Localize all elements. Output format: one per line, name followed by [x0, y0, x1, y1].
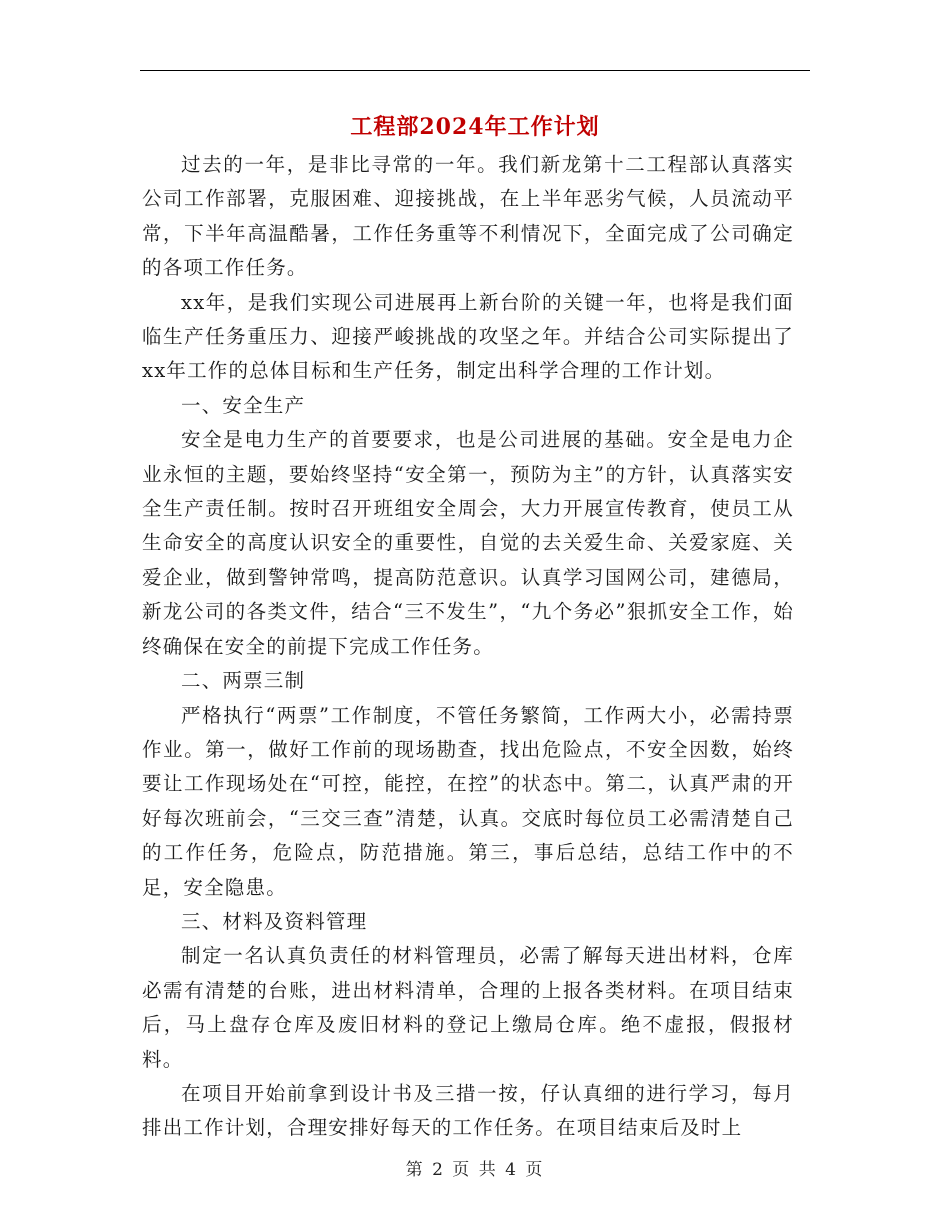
paragraph-safety: 安全是电力生产的首要要求，也是公司进展的基础。安全是电力企业永恒的主题，要始终坚持“安全第一，预防为主”的方针，认真落实安全生产责任制。按时召开班组安全周会，大力开展宣传教育，使员工从生命安全的高度认识安全的重要性，自觉的去关爱生命、关爱家庭、关爱企业，做到警钟常鸣，提高防范意识。认真学习国网公司，建德局，新龙公司的各类文件，结合“三不发生”，“九个务必”狠抓安全工作，始终确保在安全的前提下完成工作任务。	[142, 428, 794, 658]
paragraph-goals: xx年，是我们实现公司进展再上新台阶的关键一年，也将是我们面临生产任务重压力、迎接严峻挑战的攻坚之年。并结合公司实际提出了xx年工作的总体目标和生产任务，制定出科学合理的工作计划。	[142, 290, 794, 383]
paragraph-intro: 过去的一年，是非比寻常的一年。我们新龙第十二工程部认真落实公司工作部署，克服困难、迎接挑战，在上半年恶劣气候，人员流动平常，下半年高温酷暑，工作任务重等不利情况下，全面完成了公司确定的各项工作任务。	[142, 153, 794, 280]
section-heading-materials: 三、材料及资料管理	[181, 909, 368, 933]
paragraph-tickets: 严格执行“两票”工作制度，不管任务繁简，工作两大小，必需持票作业。第一，做好工作前的现场勘查，找出危险点，不安全因数，始终要让工作现场处在“可控，能控，在控”的状态中。第二，认真严肃的开好每次班前会，“三交三查”清楚，认真。交底时每位员工必需清楚自己的工作任务，危险点，防范措施。第三，事后总结，总结工作中的不足，安全隐患。	[142, 703, 794, 899]
paragraph-materials: 制定一名认真负责任的材料管理员，必需了解每天进出材料，仓库必需有清楚的台账，进出材料清单，合理的上报各类材料。在项目结束后，马上盘存仓库及废旧材料的登记上缴局仓库。绝不虚报，假报材料。	[142, 944, 794, 1071]
document-title: 工程部2024年工作计划	[350, 114, 600, 140]
section-heading-safety: 一、安全生产	[181, 393, 306, 417]
section-heading-tickets: 二、两票三制	[181, 669, 306, 693]
paragraph-project-start: 在项目开始前拿到设计书及三措一按，仔认真细的进行学习，每月排出工作计划，合理安排好每天的工作任务。在项目结束后及时上	[142, 1081, 794, 1140]
page-number: 第 2 页 共 4 页	[405, 1160, 545, 1180]
document-body	[142, 148, 794, 1146]
header-rule	[140, 70, 810, 71]
